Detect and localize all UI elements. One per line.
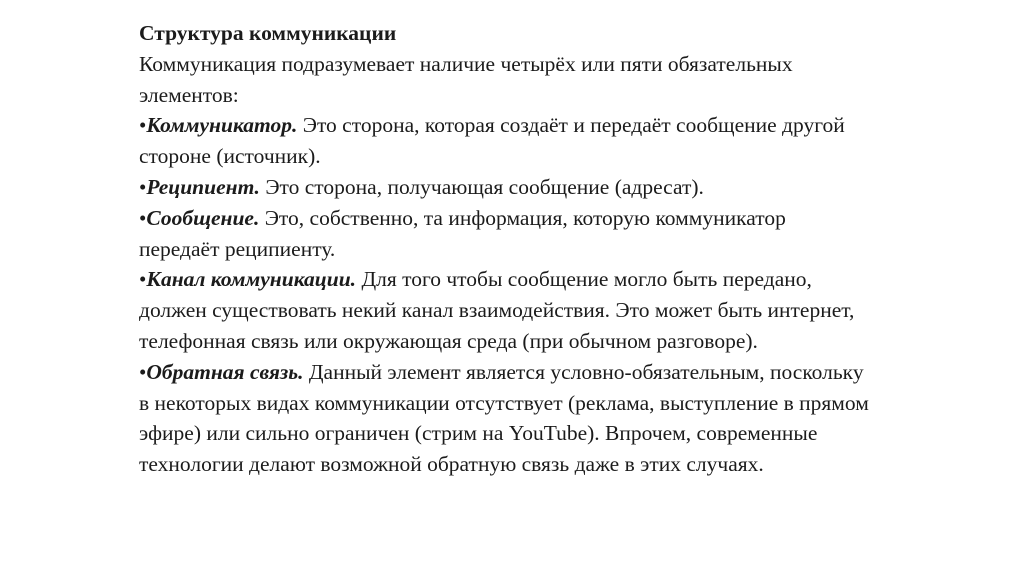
bullet-text: Это, собственно, та информация, которую коммуникатор передаёт реципиенту. <box>139 205 786 261</box>
bullet-item-feedback <box>139 357 869 480</box>
bullet-item-message <box>139 203 869 265</box>
bullet-text: Это сторона, которая создаёт и передаёт сообщение другой стороне (источник). <box>139 113 845 169</box>
slide-title: Структура коммуникации <box>139 21 397 45</box>
bullet-term: Реципиент. <box>146 174 260 199</box>
bullet-icon: • <box>139 359 147 384</box>
bullet-icon: • <box>139 174 147 199</box>
bullet-item-recipient <box>139 172 869 203</box>
slide-content <box>139 18 869 480</box>
bullet-icon: • <box>139 205 147 230</box>
bullet-text: Для того чтобы сообщение могло быть передано, должен существовать некий канал взаимодействия. Это может быть интернет, телефонная связь или окружающая среда (при обычном разговоре). <box>139 267 855 353</box>
bullet-item-channel <box>139 264 869 356</box>
bullet-term: Коммуникатор. <box>146 113 298 138</box>
bullet-text: Данный элемент является условно-обязательным, поскольку в некоторых видах коммуникации отсутствует (реклама, выступление в прямом эфире) или сильно ограничен (стрим на YouTube). Впрочем, современные технологии делают возможной обратную связь даже в этих случаях. <box>139 359 869 477</box>
intro-text: Коммуникация подразумевает наличие четырёх или пяти обязательных элементов: <box>139 51 793 107</box>
bullet-icon: • <box>139 113 147 138</box>
bullet-item-communicator <box>139 110 869 172</box>
bullet-text: Это сторона, получающая сообщение (адресат). <box>259 174 704 199</box>
bullet-term: Канал коммуникации. <box>146 267 357 292</box>
bullet-icon: • <box>139 267 147 292</box>
bullet-term: Сообщение. <box>146 205 260 230</box>
bullet-term: Обратная связь. <box>146 359 304 384</box>
